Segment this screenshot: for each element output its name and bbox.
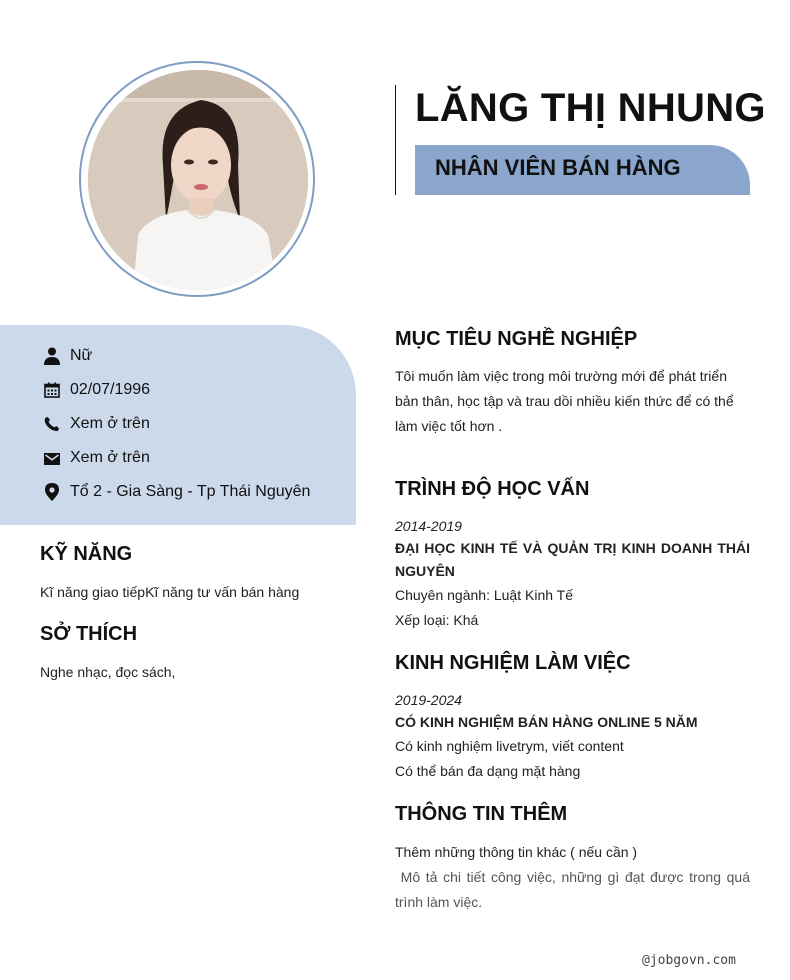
extra-block: [395, 840, 750, 915]
education-school: ĐẠI HỌC KINH TẾ VÀ QUẢN TRỊ KINH DOANH THÁI: [395, 540, 750, 556]
experience-detail: Có kinh nghiệm livetrym, viết content: [395, 738, 624, 754]
candidate-name: LĂNG THỊ NHUNG: [415, 86, 766, 130]
mail-icon: [42, 448, 62, 468]
contact-address: [42, 480, 310, 504]
job-title-badge: [415, 145, 750, 195]
contact-birthday-text: 02/07/1996: [70, 381, 151, 398]
calendar-icon: [42, 380, 62, 400]
skills-heading: KỸ NĂNG: [40, 543, 133, 565]
experience-headline: CÓ KINH NGHIỆM BÁN HÀNG ONLINE 5 NĂM: [395, 714, 698, 730]
extra-line: trình làm việc.: [395, 894, 483, 910]
phone-icon: [42, 414, 62, 434]
skills-text: Kĩ năng giao tiếpKĩ năng tư vấn bán hàng: [40, 584, 300, 600]
location-pin-icon: [42, 482, 62, 502]
hobbies-heading: SỞ THÍCH: [40, 623, 138, 645]
education-school-cont: NGUYÊN: [395, 563, 455, 579]
objective-line: bản thân, học tập và trau dồi nhiều kiến thức để có thể: [395, 393, 734, 409]
education-grade: Xếp loại: Khá: [395, 612, 479, 628]
education-major: Chuyên ngành: Luật Kinh Tế: [395, 587, 573, 603]
avatar: [88, 70, 308, 290]
job-title: NHÂN VIÊN BÁN HÀNG: [435, 155, 681, 180]
experience-period: 2019-2024: [395, 692, 462, 708]
objective-line: Tôi muốn làm việc trong môi trường mới để phát triển: [395, 368, 727, 384]
objective-line: làm việc tốt hơn .: [395, 418, 503, 434]
contact-phone-text: Xem ở trên: [70, 415, 150, 432]
watermark: @jobgovn.com: [642, 953, 736, 968]
experience-detail: Có thể bán đa dạng mặt hàng: [395, 763, 581, 779]
person-icon: [42, 346, 62, 366]
objective-heading: MỤC TIÊU NGHỀ NGHIỆP: [395, 328, 638, 350]
objective-text: [395, 364, 750, 439]
experience-heading: KINH NGHIỆM LÀM VIỆC: [395, 652, 631, 674]
contact-gender-text: Nữ: [70, 347, 93, 364]
contact-email: [42, 446, 150, 470]
contact-birthday: [42, 378, 150, 402]
contact-email-text: Xem ở trên: [70, 449, 150, 466]
avatar-photo: [88, 70, 308, 290]
extra-heading: THÔNG TIN THÊM: [395, 803, 568, 825]
extra-line: Mô tả chi tiết công việc, những gì đạt được trong quá: [395, 869, 750, 885]
extra-line: Thêm những thông tin khác ( nếu cần ): [395, 844, 638, 860]
hobbies-text: Nghe nhạc, đọc sách,: [40, 664, 176, 680]
contact-gender: [42, 344, 92, 368]
name-divider: [395, 85, 396, 195]
experience-block: [395, 692, 750, 784]
education-period: 2014-2019: [395, 518, 462, 534]
education-block: [395, 518, 750, 633]
contact-phone: [42, 412, 150, 436]
education-heading: TRÌNH ĐỘ HỌC VẤN: [395, 478, 590, 500]
contact-address-text: Tổ 2 - Gia Sàng - Tp Thái Nguyên: [70, 483, 311, 500]
